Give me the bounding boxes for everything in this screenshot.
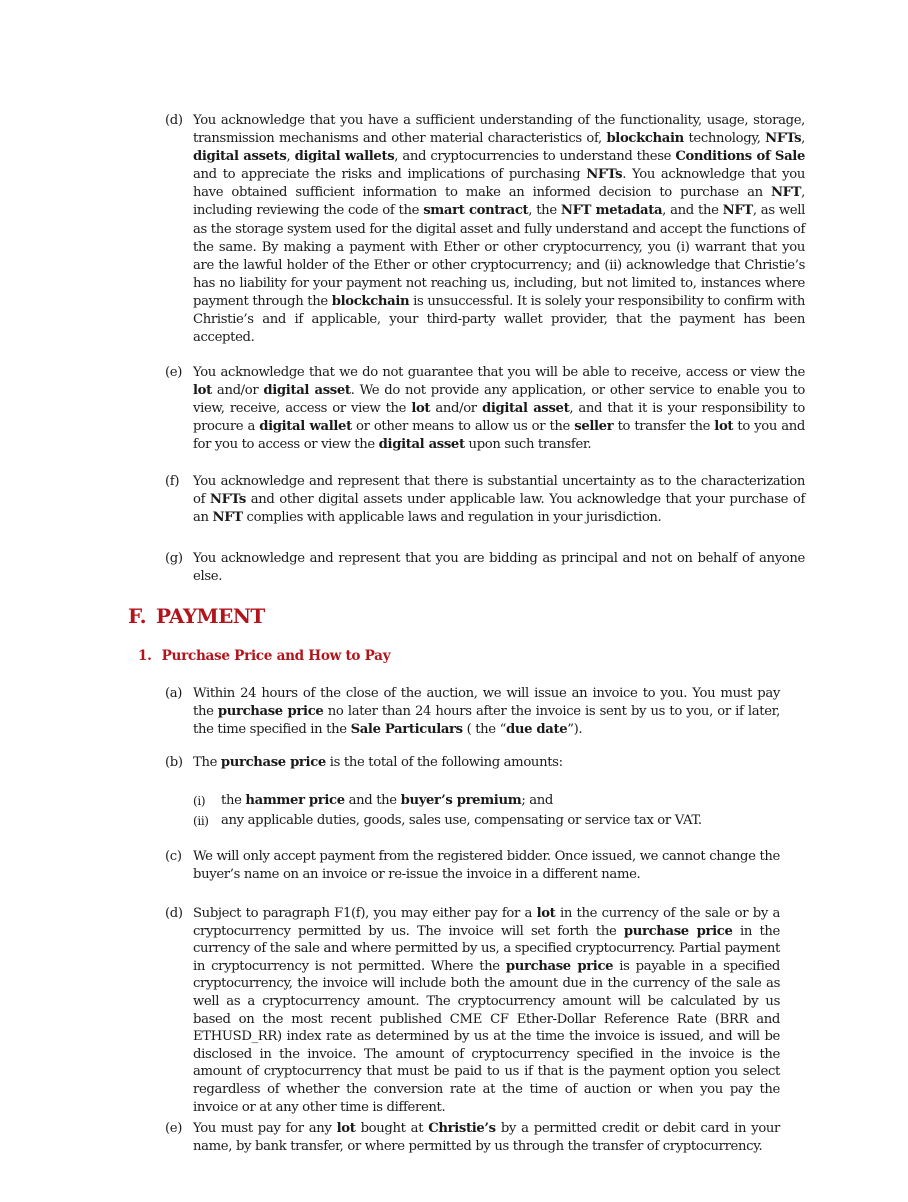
subclause-label: (ii) xyxy=(193,814,209,828)
subclause-text: the hammer price and the buyer’s premium; and xyxy=(221,793,553,808)
clause-f-b xyxy=(165,754,780,772)
clause-text: You acknowledge that you have a sufficient understanding of the functionality, usage, storage, transmission mechanisms and other material characteristics of, blockchain technology, NFTs, digital assets, digital wallets, and cryptocurrencies to understand these Conditions of Sale and to appreciate the risks and implications of purchasing NFTs. You acknowledge that you have obtained sufficient information to make an informed decision to purchase an NFT, including reviewing the code of the smart contract, the NFT metadata, and the NFT, as well as the storage system used for the digital asset and fully understand and accept the functions of the same. By making a payment with Ether or other cryptocurrency, you (i) warrant that you are the lawful holder of the Ether or other cryptocurrency; and (ii) acknowledge that Christie’s has no liability for your payment not reaching us, including, but not limited to, instances where payment through the blockchain is unsuccessful. It is solely your responsibility to confirm with Christie’s and if applicable, your third-party wallet provider, that the payment has been accepted. xyxy=(193,113,805,346)
section-letter: F. xyxy=(128,604,146,628)
clause-label: (c) xyxy=(165,849,182,864)
clause-text: You must pay for any lot bought at Christie’s by a permitted credit or debit card in your name, by bank transfer, or where permitted by us through the transfer of cryptocurrency. xyxy=(193,1121,781,1155)
clause-text: Within 24 hours of the close of the auction, we will issue an invoice to you. You must pay the purchase price no later than 24 hours after the invoice is sent by us to you, or if later, the time specified in the Sale Particulars ( the “due date”). xyxy=(193,686,781,738)
clause-label: (d) xyxy=(165,906,183,921)
clause-e-e xyxy=(165,364,805,454)
clause-label: (f) xyxy=(165,474,180,489)
clause-text: You acknowledge and represent that there is substantial uncertainty as to the characterization of NFTs and other digital assets under applicable law. You acknowledge that your purchase of an NFT complies with applicable laws and regulation in your jurisdiction. xyxy=(193,474,806,526)
clause-f-b-ii xyxy=(193,812,793,830)
clause-f-a xyxy=(165,685,780,739)
section-heading-payment xyxy=(128,604,265,628)
clause-label: (e) xyxy=(165,1121,183,1136)
clause-f-b-i xyxy=(193,792,793,810)
subsection-title: Purchase Price and How to Pay xyxy=(161,648,391,664)
clause-f-e xyxy=(165,1120,780,1156)
clause-label: (a) xyxy=(165,686,183,701)
subclause-label: (i) xyxy=(193,794,206,808)
clause-e-g xyxy=(165,550,805,586)
clause-e-f xyxy=(165,473,805,527)
clause-label: (d) xyxy=(165,113,183,128)
clause-text: Subject to paragraph F1(f), you may either pay for a lot in the currency of the sale or by a cryptocurrency permitted by us. The invoice will set forth the purchase price in the currency of the sale and where permitted by us, a specified cryptocurrency. Partial payment in cryptocurrency is not permitted. Where the purchase price is payable in a specified cryptocurrency, the invoice will include both the amount due in the currency of the sale as well as a cryptocurrency amount. The cryptocurrency amount will be calculated by us based on the most recent published CME CF Ether-Dollar Reference Rate (BRR and ETHUSD_RR) index rate as determined by us at the time the invoice is issued, and will be disclosed in the invoice. The amount of cryptocurrency specified in the invoice is the amount of cryptocurrency that must be paid to us if that is the payment option you select regardless of whether the conversion rate at the time of auction or when you pay the invoice or at any other time is different. xyxy=(193,906,780,1115)
clause-label: (g) xyxy=(165,551,183,566)
clause-text: You acknowledge and represent that you are bidding as principal and not on behalf of anyone else. xyxy=(193,551,805,585)
clause-f-d xyxy=(165,905,780,1116)
clause-text: We will only accept payment from the registered bidder. Once issued, we cannot change the buyer’s name on an invoice or re-issue the invoice in a different name. xyxy=(193,849,780,883)
clause-text: You acknowledge that we do not guarantee that you will be able to receive, access or view the lot and/or digital asset. We do not provide any application, or other service to enable you to view, receive, access or view the lot and/or digital asset, and that it is your responsibility to procure a digital wallet or other means to allow us or the seller to transfer the lot to you and for you to access or view the digital asset upon such transfer. xyxy=(193,365,805,453)
clause-text: The purchase price is the total of the following amounts: xyxy=(193,755,563,770)
clause-label: (e) xyxy=(165,365,183,380)
subsection-heading xyxy=(138,648,390,664)
clause-label: (b) xyxy=(165,755,183,770)
clause-f-c xyxy=(165,848,780,884)
subsection-number: 1. xyxy=(138,648,152,664)
section-title: PAYMENT xyxy=(155,604,265,628)
subclause-text: any applicable duties, goods, sales use, compensating or service tax or VAT. xyxy=(221,813,702,828)
clause-e-d xyxy=(165,112,805,347)
